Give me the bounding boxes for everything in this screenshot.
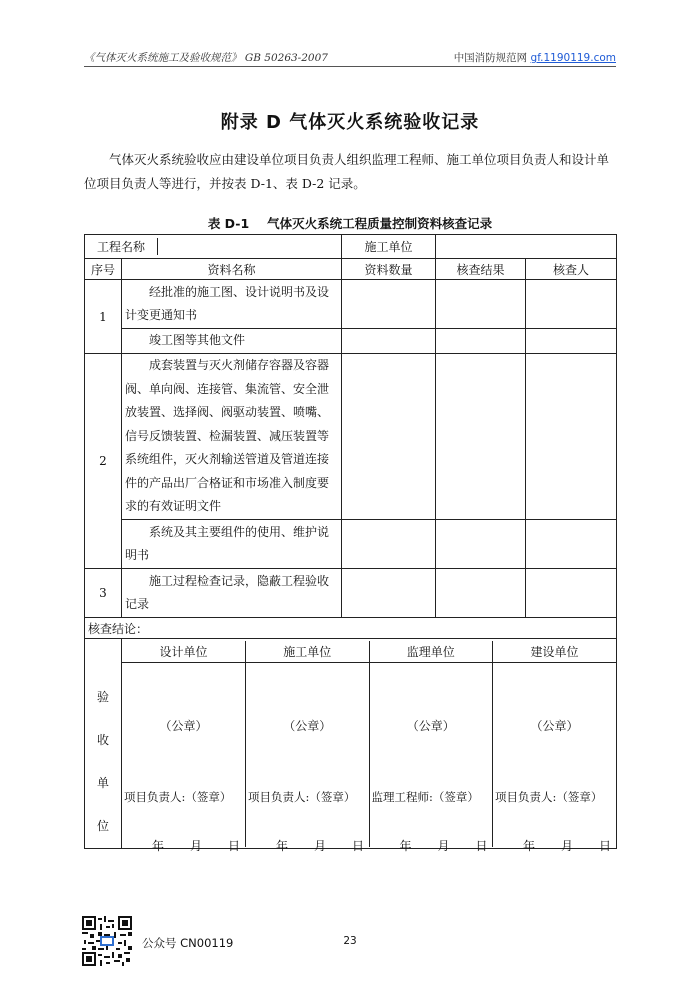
contractor-label: 施工单位	[342, 235, 436, 259]
table-header-row	[85, 259, 617, 280]
inspector-cell[interactable]	[526, 520, 617, 569]
header-quantity: 资料数量	[342, 259, 436, 280]
row-number: 1	[85, 280, 122, 354]
document-name-cell: 成套装置与灭火剂储存容器及容器阀、单向阀、连接管、集流管、安全泄放装置、选择阀、阀驱动装置、喷嘴、信号反馈装置、检漏装置、减压装置等系统组件，灭火剂输送管道及管道连接件的产品出厂合格证和市场准入制度要求的有效证明文件	[122, 354, 342, 520]
header-document-name: 资料名称	[122, 259, 342, 280]
acceptance-row	[85, 639, 617, 849]
unit-construction-sign-area[interactable]: （公章） 项目负责人:（签章） 年 月 日	[246, 662, 370, 847]
unit-supervision-sign-area[interactable]: （公章） 监理工程师:（签章） 年 月 日	[369, 662, 493, 847]
table-caption-number: 表 D-1	[207, 216, 250, 231]
intro-paragraph: 气体灭火系统验收应由建设单位项目负责人组织监理工程师、施工单位项目负责人和设计单位项目负责人等进行，并按表 D-1、表 D-2 记录。	[84, 152, 610, 191]
unit-construction-label: 施工单位	[246, 641, 370, 663]
table-row	[85, 354, 617, 520]
header-divider	[84, 66, 616, 67]
appendix-title: 附录 D 气体灭火系统验收记录	[220, 112, 480, 133]
unit-owner-label: 建设单位	[493, 641, 617, 663]
document-name-cell: 经批准的施工图、设计说明书及设计变更通知书	[122, 280, 342, 329]
wechat-account-label: 公众号 CN00119	[142, 936, 234, 950]
seal-label: （公章）	[283, 718, 332, 733]
seal-label: （公章）	[159, 718, 208, 733]
quantity-cell[interactable]	[342, 569, 436, 618]
acceptance-char: 验	[96, 689, 109, 704]
header-no: 序号	[85, 259, 122, 280]
quantity-cell[interactable]	[342, 280, 436, 329]
running-header-site	[454, 50, 616, 65]
inspector-cell[interactable]	[526, 329, 617, 354]
quantity-cell[interactable]	[342, 329, 436, 354]
acceptance-units-grid	[122, 641, 616, 853]
table-row	[85, 329, 617, 354]
seal-label: （公章）	[530, 718, 579, 733]
result-cell[interactable]	[436, 329, 526, 354]
header-inspector: 核查人	[526, 259, 617, 280]
site-name: 中国消防规范网	[453, 52, 528, 64]
site-url-link[interactable]: gf.1190119.com	[530, 52, 616, 64]
inspection-record-table	[84, 234, 617, 853]
row-number: 2	[85, 354, 122, 569]
signer-label: 项目负责人:（签章）	[248, 789, 356, 804]
signer-label: 项目负责人:（签章）	[124, 789, 232, 804]
unit-design-sign-area[interactable]: （公章） 项目负责人:（签章） 年 月 日	[122, 662, 246, 847]
unit-design-label: 设计单位	[122, 641, 246, 663]
result-cell[interactable]	[436, 354, 526, 520]
document-name-cell: 竣工图等其他文件	[122, 329, 342, 354]
document-name-cell: 施工过程检查记录，隐蔽工程验收记录	[122, 569, 342, 618]
quantity-cell[interactable]	[342, 520, 436, 569]
result-cell[interactable]	[436, 280, 526, 329]
acceptance-char: 单	[96, 775, 109, 790]
row-number: 3	[85, 569, 122, 618]
result-cell[interactable]	[436, 520, 526, 569]
conclusion-row	[85, 618, 617, 639]
table-caption	[0, 214, 700, 232]
quantity-cell[interactable]	[342, 354, 436, 520]
conclusion-label[interactable]: 核查结论：	[85, 618, 617, 639]
inspector-cell[interactable]	[526, 280, 617, 329]
inspector-cell[interactable]	[526, 569, 617, 618]
signer-label: 项目负责人:（签章）	[495, 789, 603, 804]
table-row	[85, 569, 617, 618]
table-row	[85, 280, 617, 329]
project-name-field[interactable]	[158, 238, 342, 255]
header-result: 核查结果	[436, 259, 526, 280]
running-header-title: 《气体灭火系统施工及验收规范》 GB 50263-2007	[84, 52, 328, 64]
acceptance-char: 位	[96, 818, 109, 833]
unit-owner-sign-area[interactable]: （公章） 项目负责人:（签章） 年 月 日	[493, 662, 617, 847]
signer-label: 监理工程师:（签章）	[371, 789, 479, 804]
inspector-cell[interactable]	[526, 354, 617, 520]
unit-supervision-label: 监理单位	[369, 641, 493, 663]
table-caption-name: 气体灭火系统工程质量控制资料核查记录	[267, 216, 493, 231]
acceptance-label	[85, 639, 122, 849]
project-name-label: 工程名称	[96, 240, 145, 254]
document-name-cell: 系统及其主要组件的使用、维护说明书	[122, 520, 342, 569]
acceptance-char: 收	[96, 732, 109, 747]
project-info-row	[85, 235, 617, 259]
result-cell[interactable]	[436, 569, 526, 618]
seal-label: （公章）	[406, 718, 455, 733]
page-number: 23	[343, 935, 357, 947]
table-row	[85, 520, 617, 569]
